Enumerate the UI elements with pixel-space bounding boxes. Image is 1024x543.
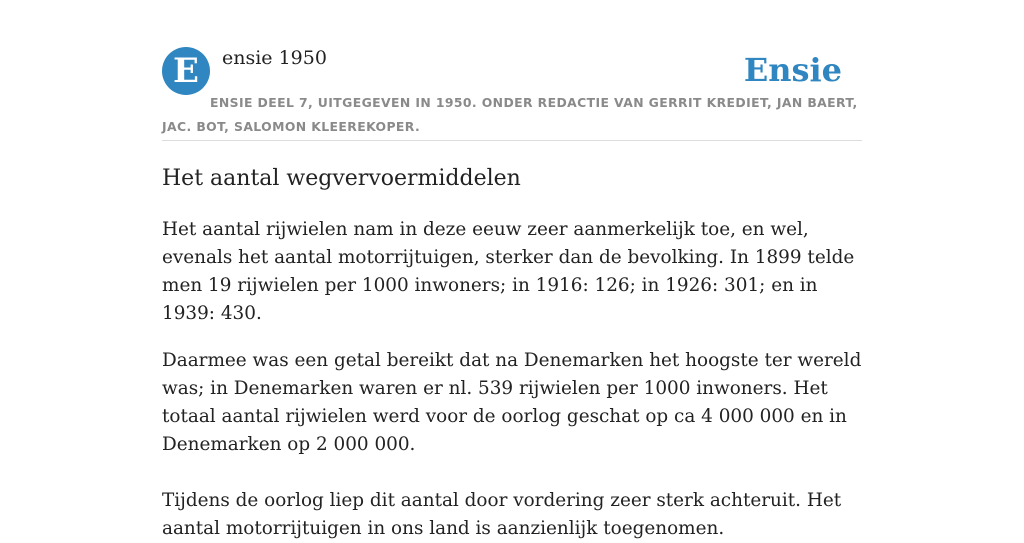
article-paragraph: Daarmee was een getal bereikt dat na Denemarken het hoogste ter wereld was; in Denemarken waren er nl. 539 rijwielen per 1000 inwoners. Het totaal aantal rijwielen werd voor de oorlog geschat op ca 4 000 000 en in Denemarken op 2 000 000. xyxy=(162,350,862,455)
article-paragraph: Tijdens de oorlog liep dit aantal door vordering zeer sterk achteruit. Het aantal motorrijtuigen in ons land is aanzienlijk toegenomen. xyxy=(162,490,842,539)
edition-subtitle: ENSIE DEEL 7, UITGEGEVEN IN 1950. ONDER REDACTIE VAN GERRIT KREDIET, JAN BAERT, JAC. BOT, SALOMON KLEEREKOPER. xyxy=(162,95,858,134)
brand-logo[interactable]: Ensie xyxy=(743,51,842,89)
article-title: Het aantal wegvervoermiddelen xyxy=(162,166,521,191)
header xyxy=(162,46,862,141)
ensie-logo-icon[interactable]: E xyxy=(162,47,210,95)
article xyxy=(162,164,862,543)
article-paragraph: Het aantal rijwielen nam in deze eeuw zeer aanmerkelijk toe, en wel, evenals het aantal motorrijtuigen, sterker dan de bevolking. In 1899 telde men 19 rijwielen per 1000 inwoners; in 1916: 126; in 1926: 301; en in 1939: 430. xyxy=(162,219,855,324)
site-title[interactable]: ensie 1950 xyxy=(222,47,327,69)
